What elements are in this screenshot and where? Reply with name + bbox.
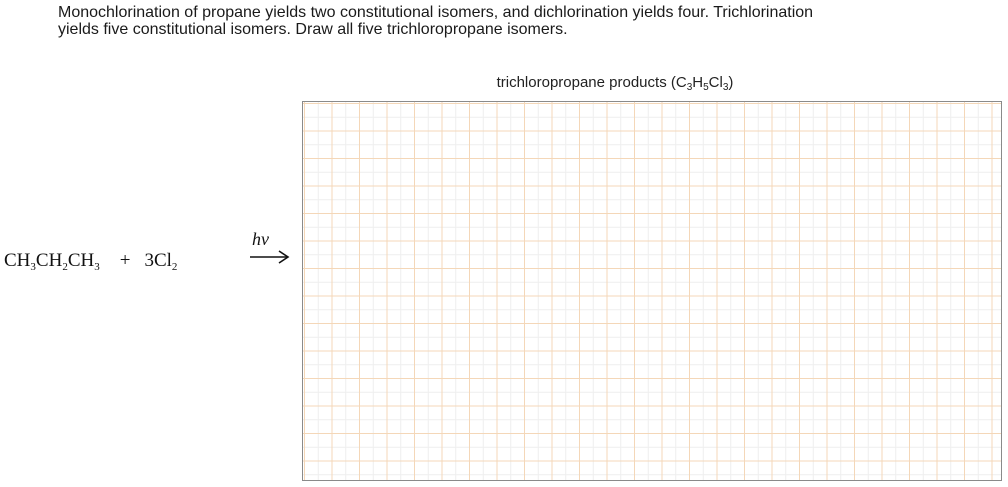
- reagent-cl2-subscript: 2: [171, 261, 178, 273]
- reactant-ch3-a-subscript: 3: [30, 261, 36, 273]
- reaction-equation: [4, 250, 177, 273]
- canvas-label-prefix: trichloropropane products (C: [496, 74, 687, 91]
- drawing-canvas[interactable]: [302, 101, 1002, 481]
- canvas-label-suffix: ): [728, 74, 734, 91]
- question-line-2: yields five constitutional isomers. Draw all five trichloropropane isomers.: [58, 21, 568, 38]
- canvas-label-cl: Cl: [708, 74, 723, 91]
- question-text: [58, 4, 988, 38]
- reactant-ch2-subscript: 2: [62, 261, 68, 273]
- plus-sign: +: [119, 250, 131, 271]
- canvas-label-cl-subscript: 3: [722, 82, 729, 93]
- canvas-label-h: H: [692, 74, 704, 91]
- canvas-label: [300, 74, 930, 93]
- reactant-ch3-b: CH: [67, 250, 95, 271]
- canvas-label-h-subscript: 5: [703, 82, 709, 93]
- reactant-ch2: CH: [35, 250, 63, 271]
- reaction-condition-light: hν: [252, 229, 269, 249]
- right-arrow-icon: [249, 249, 291, 265]
- reactant-ch3-a: CH: [4, 250, 31, 271]
- question-line-1: Monochlorination of propane yields two constitutional isomers, and dichlorination yields four. Trichlorination: [58, 4, 814, 21]
- reactant-ch3-b-subscript: 3: [94, 261, 100, 273]
- canvas-label-c-subscript: 3: [686, 82, 693, 93]
- reagent-cl2: 3Cl: [144, 250, 172, 271]
